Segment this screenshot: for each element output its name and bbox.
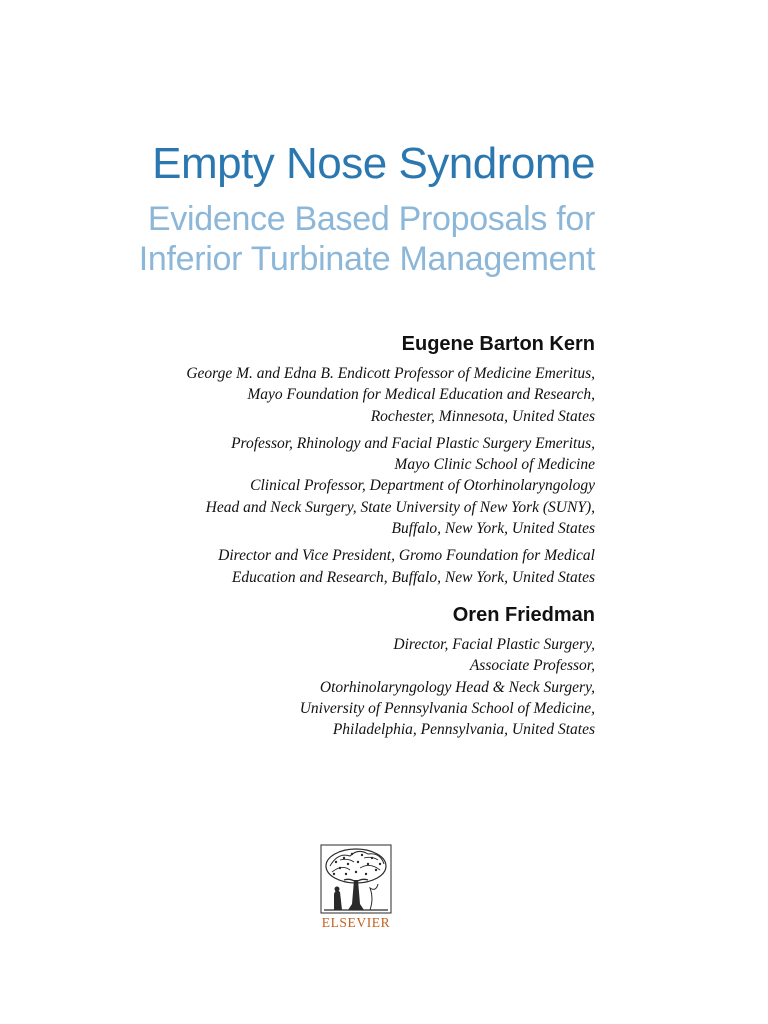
affiliation-line: Mayo Clinic School of Medicine [394,456,595,474]
affiliation-line: Director, Facial Plastic Surgery, [393,636,595,653]
subtitle-line: Evidence Based Proposals for [147,200,595,238]
affiliation-line: Buffalo, New York, United States [391,520,595,538]
affiliation-line: Associate Professor, [469,657,595,675]
affiliation-line: Professor, Rhinology and Facial Plastic Surgery Emeritus, [231,434,595,452]
affiliation-line: University of Pennsylvania School of Medicine, [299,699,595,717]
affiliation-block [186,363,595,427]
affiliation-line: Head and Neck Surgery, State University of New York (SUNY), [205,498,595,516]
author-block [300,602,595,740]
affiliation-block [300,634,595,740]
affiliation-line: George M. and Edna B. Endicott Professor of Medicine Emeritus, [186,365,595,382]
affiliation-line: Education and Research, Buffalo, New York, United States [231,568,595,586]
author-name: Eugene Barton Kern [401,333,595,355]
affiliation-line: Rochester, Minnesota, United States [370,407,595,425]
affiliation-line: Mayo Foundation for Medical Education and Research, [247,386,595,404]
affiliation-block [186,545,595,588]
author-block [186,331,595,588]
affiliation-block [186,433,595,539]
affiliation-line: Philadelphia, Pennsylvania, United States [332,721,595,739]
affiliation-line: Otorhinolaryngology Head & Neck Surgery, [319,678,595,696]
author-name: Oren Friedman [452,604,595,626]
affiliation-line: Clinical Professor, Department of Otorhinolaryngology [250,477,595,495]
affiliation-line: Director and Vice President, Gromo Foundation for Medical [218,547,595,565]
publisher-name: ELSEVIER [321,915,391,930]
book-subtitle [139,199,595,279]
subtitle-line: Inferior Turbinate Management [138,240,595,278]
book-title: Empty Nose Syndrome [152,139,595,188]
